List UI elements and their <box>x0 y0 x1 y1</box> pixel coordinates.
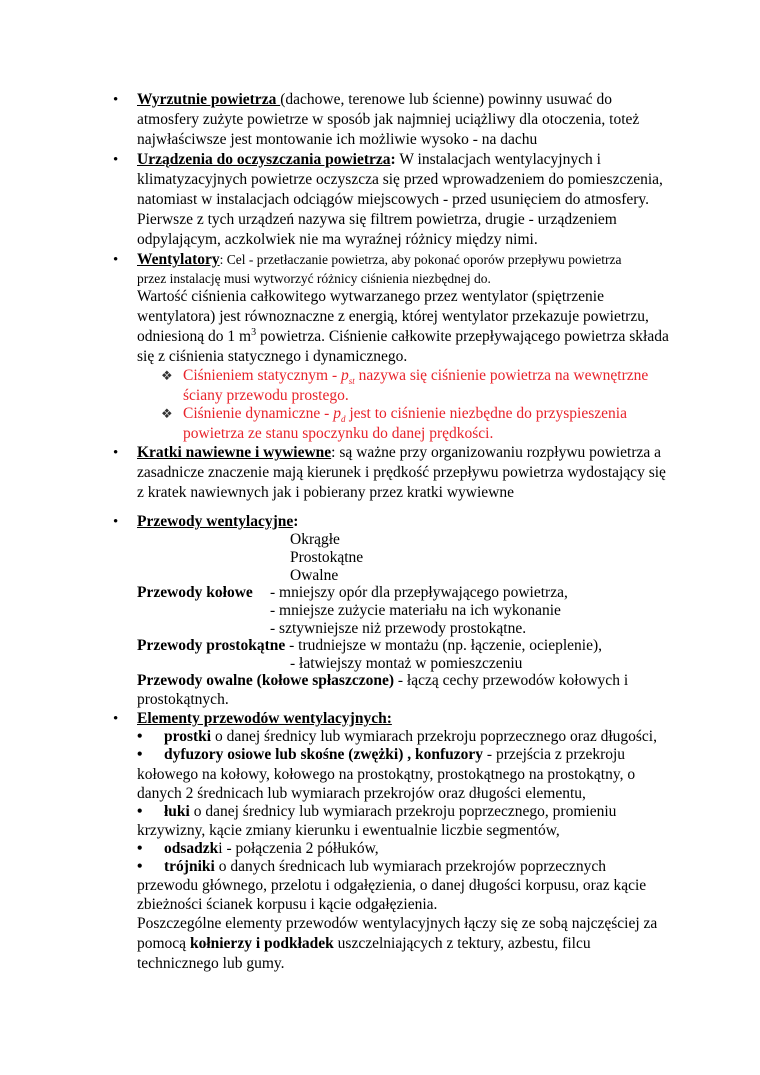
dyfuzory-line-3: danych 2 średnicach lub wymiarach przekrojów oraz długości elementu, <box>137 785 586 802</box>
wentylatory-line-3: Wartość ciśnienia całkowitego wytwarzanego przez wentylator (spiętrzenie <box>137 288 604 305</box>
urzadzenia-line-3: natomiast w instalacjach odciągów miejscowych - przed usunięciem do atmosfery. <box>137 191 650 208</box>
bullet: • <box>113 445 119 461</box>
kratki-line-3: z kratek nawiewnych jak i pobierany przez kratki wywiewne <box>137 484 515 501</box>
owalne-line-1: Przewody owalne (kołowe spłaszczone) - łączą cechy przewodów kołowych i <box>137 672 629 689</box>
bullet: • <box>137 728 143 745</box>
urzadzenia-line-2: klimatyzacyjnych powietrze oczyszcza się przed wprowadzeniem do pomieszczenia, <box>137 171 663 188</box>
bullet: • <box>113 152 119 168</box>
urzadzenia-line-1: Urządzenia do oczyszczania powietrza: W instalacjach wentylacyjnych i <box>137 151 601 168</box>
wentylatory-line-1: Wentylatory: Cel - przetłaczanie powietrza, aby pokonać oporów przepływu powietrza <box>137 251 622 268</box>
bullet: • <box>113 711 119 727</box>
prost-line-2: - łatwiejszy montaż w pomieszczeniu <box>290 655 523 672</box>
wyrzutnie-line-2: atmosfery zużyte powietrze w sposób jak najmniej uciążliwy dla otoczenia, toteż <box>137 111 640 128</box>
bullet: • <box>137 840 143 857</box>
shape-prostokatne: Prostokątne <box>290 549 364 566</box>
urzadzenia-line-4: Pierwsze z tych urządzeń nazywa się filtrem powietrza, drugie - urządzeniem <box>137 211 617 228</box>
bullet: • <box>113 92 119 108</box>
wentylatory-line-2: przez instalację musi wytworzyć różnicy ciśnienia niezbędnej do. <box>137 271 491 286</box>
bullet: • <box>113 514 119 530</box>
urzadzenia-line-5: odpylającym, aczkolwiek nie ma wyraźnej różnicy między nimi. <box>137 231 538 248</box>
trojniki-line-3: zbieżności ścianek korpusu i kącie odgałęzienia. <box>137 896 438 913</box>
kratki-line-2: zasadnicze znaczenie mają kierunek i prędkość przepływu powietrza wydostający się <box>137 464 666 481</box>
kratki-line-1: Kratki nawiewne i wywiewne: są ważne przy organizowaniu rozpływu powietrza a <box>137 444 661 461</box>
bullet: • <box>137 803 143 820</box>
przewody-title: Przewody wentylacyjne: <box>137 513 299 530</box>
shape-owalne: Owalne <box>290 567 339 584</box>
dyfuzory-line-2: kołowego na kołowy, kołowego na prostokątny, prostokątnego na prostokątny, o <box>137 766 636 783</box>
trojniki-line-2: przewodu głównego, przelotu i odgałęzienia, o danej długości korpusu, oraz kącie <box>137 877 647 894</box>
bullet: • <box>113 252 119 268</box>
wyrzutnie-line-3: najwłaściwsze jest montowanie ich możliwie wysoko - na dachu <box>137 131 538 148</box>
bullet: • <box>137 746 143 763</box>
statyczne-line-2: ściany przewodu prostego. <box>183 387 349 404</box>
luki-line-2: krzywizny, kącie zmiany kierunku i ewentualnie liczbie segmentów, <box>137 822 560 839</box>
elementy-title: Elementy przewodów wentylacyjnych: <box>137 710 392 727</box>
diamond-bullet: ❖ <box>161 406 173 421</box>
luki-line-1: łuki o danej średnicy lub wymiarach przekroju poprzecznego, promieniu <box>164 803 617 820</box>
wentylatory-line-4: wentylatora) jest równoznaczne z energią, której wentylator przekazuje powietrzu, <box>137 308 649 325</box>
dynamiczne-line-2: powietrza ze stanu spoczynku do danej prędkości. <box>183 425 494 442</box>
wentylatory-line-6: się z ciśnienia statycznego i dynamicznego. <box>137 348 408 365</box>
shape-okragle: Okrągłe <box>290 531 340 548</box>
statyczne-line-1: Ciśnieniem statycznym - $p_{st}$ nazywa się ciśnienie powietrza na wewnętrzne <box>183 367 649 387</box>
bullet: • <box>137 858 143 875</box>
prost-line-1: Przewody prostokątne - trudniejsze w montażu (np. łączenie, ocieplenie), <box>137 637 603 654</box>
odsadzki-line: odsadzki - połączenia 2 półłuków, <box>164 840 379 857</box>
dyfuzory-line-1: dyfuzory osiowe lub skośne (zwężki) , konfuzory - przejścia z przekroju <box>164 746 626 763</box>
kolowe-line-3: - sztywniejsze niż przewody prostokątne. <box>270 620 527 637</box>
wyrzutnie-line-1: Wyrzutnie powietrza (dachowe, terenowe lub ścienne) powinny usuwać do <box>137 91 613 108</box>
final-line-1: Poszczególne elementy przewodów wentylacyjnych łączy się ze sobą najczęściej za <box>137 915 658 932</box>
kolowe-label: Przewody kołowe <box>137 584 253 601</box>
dynamiczne-line-1: Ciśnienie dynamiczne - $p_d$ jest to ciśnienie niezbędne do przyspieszenia <box>183 405 627 425</box>
owalne-line-2: prostokątnych. <box>137 691 229 708</box>
diamond-bullet: ❖ <box>161 368 173 383</box>
kolowe-line-1: - mniejszy opór dla przepływającego powietrza, <box>270 584 568 601</box>
kolowe-line-2: - mniejsze zużycie materiału na ich wykonanie <box>270 602 561 619</box>
wentylatory-line-5: odniesioną do 1 $m^3$ powietrza. Ciśnienie całkowite przepływającego powietrza składa <box>137 326 669 345</box>
trojniki-line-1: trójniki o danych średnicach lub wymiarach przekrojów poprzecznych <box>164 858 607 875</box>
final-line-2: pomocą kołnierzy i podkładek uszczelniających z tektury, azbestu, filcu <box>137 935 591 952</box>
final-line-3: technicznego lub gumy. <box>137 955 285 972</box>
prostki-line: prostki o danej średnicy lub wymiarach przekroju poprzecznego oraz długości, <box>164 728 657 745</box>
